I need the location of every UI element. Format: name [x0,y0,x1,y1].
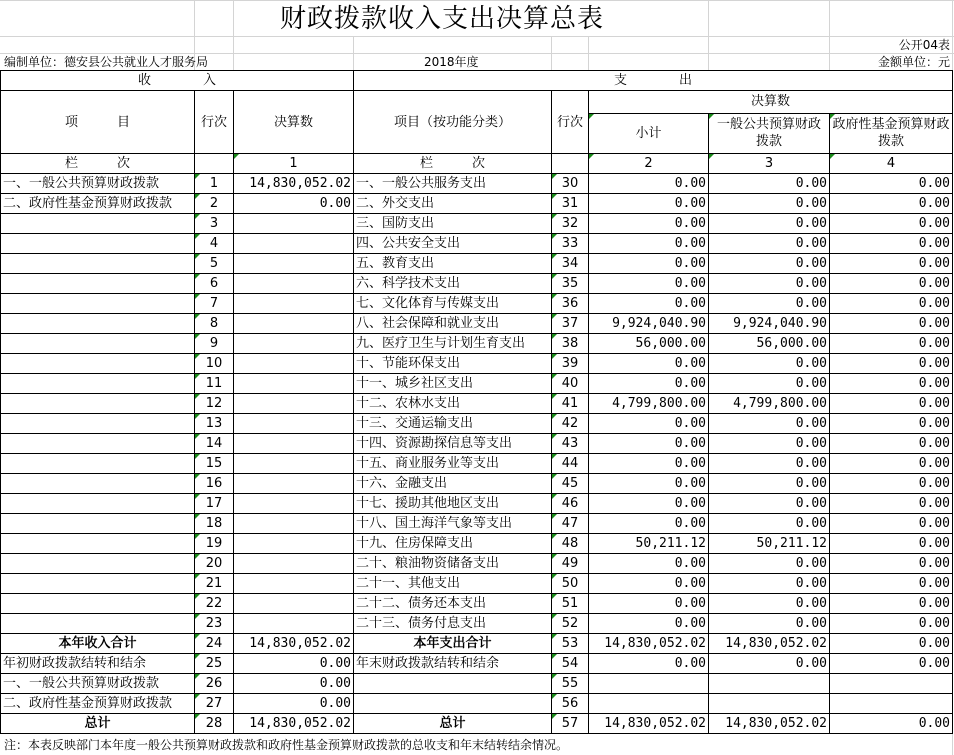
general-budget-cell[interactable] [709,674,830,694]
table-row [1,214,953,234]
expense-row-no-cell[interactable]: 30 [552,174,589,194]
gov-fund-cell[interactable]: 0.00 [830,354,953,374]
expense-item-cell[interactable]: 十二、农林水支出 [354,394,552,414]
col-number: 3 [709,154,830,174]
income-item-cell[interactable] [1,354,195,374]
table-row [1,274,953,294]
income-item-cell[interactable] [1,534,195,554]
table-row [1,714,953,734]
income-row-no-cell[interactable]: 13 [195,414,234,434]
subtotal-cell[interactable]: 9,924,040.90 [589,314,709,334]
subtotal-cell[interactable]: 0.00 [589,594,709,614]
gov-fund-cell[interactable]: 0.00 [830,554,953,574]
income-row-no-cell[interactable]: 4 [195,234,234,254]
expense-row-no-cell[interactable]: 44 [552,454,589,474]
header-expense-item: 项目（按功能分类） [354,91,552,154]
income-row-no-cell[interactable]: 15 [195,454,234,474]
income-item-cell[interactable] [1,554,195,574]
general-budget-cell[interactable]: 0.00 [709,234,830,254]
table-row [1,374,953,394]
header-final-amount-group: 决算数 [589,91,953,114]
income-row-no-cell[interactable]: 12 [195,394,234,414]
table-row [1,514,953,534]
expense-row-no-cell[interactable]: 48 [552,534,589,554]
income-item-cell[interactable]: 二、政府性基金预算财政拨款 [1,694,195,714]
table-row [1,254,953,274]
income-amount-cell[interactable] [234,434,354,454]
income-amount-cell[interactable]: 14,830,052.02 [234,634,354,654]
table-row [1,334,953,354]
subtotal-cell[interactable]: 4,799,800.00 [589,394,709,414]
income-row-no-cell[interactable]: 28 [195,714,234,734]
income-amount-cell[interactable] [234,214,354,234]
table-row [1,354,953,374]
column-header-row [1,91,953,114]
table-row [1,654,953,674]
footnote: 注：本表反映部门本年度一般公共预算财政拨款和政府性基金预算财政拨款的总收支和年末结转结余情况。 [4,738,569,752]
general-budget-cell[interactable]: 56,000.00 [709,334,830,354]
expense-row-no-cell[interactable]: 38 [552,334,589,354]
income-amount-cell[interactable] [234,294,354,314]
expense-row-no-cell[interactable]: 31 [552,194,589,214]
income-row-no-cell[interactable]: 25 [195,654,234,674]
income-item-cell[interactable] [1,594,195,614]
expense-item-cell[interactable]: 十五、商业服务业等支出 [354,454,552,474]
gridline [353,36,354,70]
income-item-cell[interactable] [1,254,195,274]
income-item-cell[interactable] [1,234,195,254]
table-row [1,294,953,314]
gov-fund-cell[interactable]: 0.00 [830,614,953,634]
gov-fund-cell[interactable]: 0.00 [830,454,953,474]
income-item-cell[interactable]: 一、一般公共预算财政拨款 [1,174,195,194]
income-item-cell[interactable]: 本年收入合计 [1,634,195,654]
income-row-no-cell[interactable]: 9 [195,334,234,354]
expense-row-no-cell[interactable]: 34 [552,254,589,274]
gov-fund-cell[interactable]: 0.00 [830,574,953,594]
expense-item-cell[interactable]: 四、公共安全支出 [354,234,552,254]
subtotal-cell[interactable]: 0.00 [589,454,709,474]
gov-fund-cell[interactable]: 0.00 [830,494,953,514]
col-number: 4 [830,154,953,174]
income-item-cell[interactable]: 一、一般公共预算财政拨款 [1,674,195,694]
general-budget-cell[interactable]: 0.00 [709,574,830,594]
expense-row-no-cell[interactable]: 43 [552,434,589,454]
gov-fund-cell[interactable]: 0.00 [830,434,953,454]
general-budget-cell[interactable]: 0.00 [709,214,830,234]
gov-fund-cell[interactable]: 0.00 [830,334,953,354]
income-amount-cell[interactable] [234,394,354,414]
expense-row-no-cell[interactable]: 35 [552,274,589,294]
gov-fund-cell[interactable]: 0.00 [830,474,953,494]
income-amount-cell[interactable] [234,594,354,614]
income-row-no-cell[interactable]: 20 [195,554,234,574]
income-row-no-cell[interactable]: 11 [195,374,234,394]
income-amount-cell[interactable]: 0.00 [234,694,354,714]
income-amount-cell[interactable] [234,474,354,494]
income-row-no-cell[interactable]: 8 [195,314,234,334]
subtotal-cell[interactable]: 0.00 [589,654,709,674]
subtotal-cell[interactable]: 0.00 [589,434,709,454]
gov-fund-cell[interactable]: 0.00 [830,174,953,194]
table-row [1,634,953,654]
header-item: 项 目 [1,91,195,154]
income-amount-cell[interactable] [234,314,354,334]
expense-row-no-cell[interactable]: 52 [552,614,589,634]
general-budget-cell[interactable]: 0.00 [709,494,830,514]
expense-row-no-cell[interactable]: 32 [552,214,589,234]
report-title: 财政拨款收入支出决算总表 [280,4,605,34]
expense-item-cell[interactable]: 二、外交支出 [354,194,552,214]
currency-unit: 金额单位：元 [877,55,950,69]
income-item-cell[interactable] [1,434,195,454]
income-row-no-cell[interactable]: 14 [195,434,234,454]
income-amount-cell[interactable] [234,414,354,434]
income-row-no-cell[interactable]: 26 [195,674,234,694]
expense-item-cell[interactable]: 一、一般公共服务支出 [354,174,552,194]
income-amount-cell[interactable]: 0.00 [234,674,354,694]
gov-fund-cell[interactable]: 0.00 [830,414,953,434]
gov-fund-cell[interactable]: 0.00 [830,234,953,254]
subtotal-cell[interactable]: 0.00 [589,614,709,634]
income-row-no-cell[interactable]: 21 [195,574,234,594]
column-label: 栏 次 [1,154,195,174]
header-final-amount: 决算数 [234,91,354,154]
subtotal-cell[interactable]: 0.00 [589,214,709,234]
expense-item-cell[interactable]: 六、科学技术支出 [354,274,552,294]
gov-fund-cell[interactable]: 0.00 [830,714,953,734]
blank-cell [552,154,589,174]
income-amount-cell[interactable] [234,454,354,474]
gov-fund-cell[interactable]: 0.00 [830,634,953,654]
general-budget-cell[interactable]: 0.00 [709,654,830,674]
expense-row-no-cell[interactable]: 42 [552,414,589,434]
header-subtotal: 小计 [589,113,709,153]
expense-item-cell[interactable]: 总计 [354,714,552,734]
table-row [1,414,953,434]
income-row-no-cell[interactable]: 10 [195,354,234,374]
table-row [1,614,953,634]
expense-row-no-cell[interactable]: 51 [552,594,589,614]
expense-row-no-cell[interactable]: 57 [552,714,589,734]
income-row-no-cell[interactable]: 23 [195,614,234,634]
subtotal-cell[interactable]: 0.00 [589,274,709,294]
income-amount-cell[interactable] [234,274,354,294]
column-label: 栏 次 [354,154,552,174]
income-item-cell[interactable] [1,314,195,334]
expense-row-no-cell[interactable]: 40 [552,374,589,394]
general-budget-cell[interactable]: 0.00 [709,194,830,214]
expense-item-cell[interactable]: 十三、交通运输支出 [354,414,552,434]
expense-row-no-cell[interactable]: 53 [552,634,589,654]
gov-fund-cell[interactable]: 0.00 [830,514,953,534]
table-row [1,234,953,254]
income-item-cell[interactable] [1,414,195,434]
expense-item-cell[interactable]: 十四、资源勘探信息等支出 [354,434,552,454]
income-item-cell[interactable] [1,214,195,234]
expense-item-cell[interactable]: 十、节能环保支出 [354,354,552,374]
gridline [0,36,954,37]
income-amount-cell[interactable]: 0.00 [234,654,354,674]
general-budget-cell[interactable]: 0.00 [709,294,830,314]
subtotal-cell[interactable]: 0.00 [589,494,709,514]
header-expense-row-no: 行次 [552,91,589,154]
income-amount-cell[interactable] [234,514,354,534]
expense-item-cell[interactable]: 年末财政拨款结转和结余 [354,654,552,674]
expense-item-cell[interactable]: 二十、粮油物资储备支出 [354,554,552,574]
expense-item-cell[interactable]: 二十一、其他支出 [354,574,552,594]
gov-fund-cell[interactable]: 0.00 [830,314,953,334]
income-amount-cell[interactable] [234,574,354,594]
expense-row-no-cell[interactable]: 39 [552,354,589,374]
expense-item-cell[interactable]: 十九、住房保障支出 [354,534,552,554]
income-amount-cell[interactable] [234,354,354,374]
general-budget-cell[interactable]: 0.00 [709,274,830,294]
gridline [588,36,589,70]
subtotal-cell[interactable]: 56,000.00 [589,334,709,354]
gov-fund-cell[interactable]: 0.00 [830,594,953,614]
gov-fund-cell[interactable]: 0.00 [830,194,953,214]
income-item-cell[interactable] [1,494,195,514]
table-row [1,534,953,554]
subtotal-cell[interactable] [589,694,709,714]
subtotal-cell[interactable]: 0.00 [589,354,709,374]
expense-item-cell[interactable]: 八、社会保障和就业支出 [354,314,552,334]
subtotal-cell[interactable]: 0.00 [589,574,709,594]
table-row [1,494,953,514]
subtotal-cell[interactable]: 0.00 [589,254,709,274]
general-budget-cell[interactable] [709,694,830,714]
expense-row-no-cell[interactable]: 55 [552,674,589,694]
table-row [1,694,953,714]
income-amount-cell[interactable] [234,614,354,634]
general-budget-cell[interactable]: 0.00 [709,514,830,534]
expense-item-cell[interactable]: 十一、城乡社区支出 [354,374,552,394]
income-amount-cell[interactable] [234,554,354,574]
general-budget-cell[interactable]: 14,830,052.02 [709,714,830,734]
expense-row-no-cell[interactable]: 36 [552,294,589,314]
expense-item-cell[interactable]: 九、医疗卫生与计划生育支出 [354,334,552,354]
subtotal-cell[interactable]: 0.00 [589,234,709,254]
income-row-no-cell[interactable]: 16 [195,474,234,494]
expense-item-cell[interactable]: 十七、援助其他地区支出 [354,494,552,514]
column-number-row [1,154,953,174]
expense-row-no-cell[interactable]: 50 [552,574,589,594]
gov-fund-cell[interactable]: 0.00 [830,374,953,394]
subtotal-cell[interactable]: 50,211.12 [589,534,709,554]
subtotal-cell[interactable]: 0.00 [589,294,709,314]
income-amount-cell[interactable] [234,234,354,254]
income-amount-cell[interactable] [234,254,354,274]
gov-fund-cell[interactable]: 0.00 [830,394,953,414]
gov-fund-cell[interactable]: 0.00 [830,534,953,554]
income-item-cell[interactable] [1,274,195,294]
subtotal-cell[interactable]: 0.00 [589,474,709,494]
income-item-cell[interactable] [1,394,195,414]
subtotal-cell[interactable]: 14,830,052.02 [589,714,709,734]
gov-fund-cell[interactable]: 0.00 [830,294,953,314]
general-budget-cell[interactable]: 0.00 [709,614,830,634]
header-row-no: 行次 [195,91,234,154]
table-row [1,574,953,594]
general-budget-cell[interactable]: 4,799,800.00 [709,394,830,414]
income-amount-cell[interactable] [234,334,354,354]
subtotal-cell[interactable]: 0.00 [589,514,709,534]
table-row [1,474,953,494]
gov-fund-cell[interactable] [830,694,953,714]
income-item-cell[interactable]: 二、政府性基金预算财政拨款 [1,194,195,214]
general-budget-cell[interactable]: 14,830,052.02 [709,634,830,654]
fiscal-year: 2018年度 [424,55,479,69]
gov-fund-cell[interactable]: 0.00 [830,214,953,234]
table-row [1,674,953,694]
expense-item-cell[interactable]: 十八、国土海洋气象等支出 [354,514,552,534]
expense-row-no-cell[interactable]: 47 [552,514,589,534]
income-row-no-cell[interactable]: 6 [195,274,234,294]
income-section-header: 收 入 [1,71,354,91]
expense-item-cell[interactable] [354,694,552,714]
income-row-no-cell[interactable]: 1 [195,174,234,194]
income-row-no-cell[interactable]: 27 [195,694,234,714]
col-number: 1 [234,154,354,174]
subtotal-cell[interactable]: 0.00 [589,554,709,574]
general-budget-cell[interactable]: 0.00 [709,474,830,494]
income-row-no-cell[interactable]: 19 [195,534,234,554]
header-gov-fund: 政府性基金预算财政拨款 [830,113,953,153]
income-row-no-cell[interactable]: 3 [195,214,234,234]
expense-row-no-cell[interactable]: 49 [552,554,589,574]
expense-item-cell[interactable]: 二十二、债务还本支出 [354,594,552,614]
expense-row-no-cell[interactable]: 41 [552,394,589,414]
gridline [551,36,552,70]
gridline [0,0,954,1]
general-budget-cell[interactable]: 0.00 [709,434,830,454]
expense-item-cell[interactable]: 七、文化体育与传媒支出 [354,294,552,314]
income-item-cell[interactable] [1,574,195,594]
income-amount-cell[interactable] [234,494,354,514]
expense-section-header: 支 出 [354,71,953,91]
subtotal-cell[interactable]: 0.00 [589,414,709,434]
general-budget-cell[interactable]: 0.00 [709,174,830,194]
table-row [1,174,953,194]
income-row-no-cell[interactable]: 7 [195,294,234,314]
subtotal-cell[interactable]: 14,830,052.02 [589,634,709,654]
expense-row-no-cell[interactable]: 45 [552,474,589,494]
blank-cell [195,154,234,174]
income-amount-cell[interactable] [234,534,354,554]
expense-row-no-cell[interactable]: 33 [552,234,589,254]
form-code: 公开04表 [898,38,950,52]
gov-fund-cell[interactable]: 0.00 [830,274,953,294]
expense-item-cell[interactable]: 三、国防支出 [354,214,552,234]
income-row-no-cell[interactable]: 17 [195,494,234,514]
general-budget-cell[interactable]: 0.00 [709,594,830,614]
table-row [1,594,953,614]
income-item-cell[interactable] [1,294,195,314]
expense-item-cell[interactable]: 十六、金融支出 [354,474,552,494]
income-amount-cell[interactable]: 14,830,052.02 [234,714,354,734]
subtotal-cell[interactable]: 0.00 [589,194,709,214]
general-budget-cell[interactable]: 0.00 [709,374,830,394]
col-number: 2 [589,154,709,174]
general-budget-cell[interactable]: 9,924,040.90 [709,314,830,334]
income-row-no-cell[interactable]: 22 [195,594,234,614]
table-row [1,394,953,414]
general-budget-cell[interactable]: 0.00 [709,354,830,374]
income-amount-cell[interactable]: 14,830,052.02 [234,174,354,194]
income-item-cell[interactable] [1,374,195,394]
subtotal-cell[interactable] [589,674,709,694]
income-row-no-cell[interactable]: 5 [195,254,234,274]
expense-item-cell[interactable]: 二十三、债务付息支出 [354,614,552,634]
expense-item-cell[interactable]: 五、教育支出 [354,254,552,274]
expense-item-cell[interactable] [354,674,552,694]
income-amount-cell[interactable]: 0.00 [234,194,354,214]
expense-row-no-cell[interactable]: 54 [552,654,589,674]
income-row-no-cell[interactable]: 2 [195,194,234,214]
general-budget-cell[interactable]: 0.00 [709,254,830,274]
income-item-cell[interactable] [1,614,195,634]
gov-fund-cell[interactable]: 0.00 [830,254,953,274]
budget-table [0,70,953,734]
table-row [1,454,953,474]
compiling-unit: 编制单位：德安县公共就业人才服务局 [4,55,209,69]
expense-item-cell[interactable]: 本年支出合计 [354,634,552,654]
general-budget-cell[interactable]: 0.00 [709,554,830,574]
subtotal-cell[interactable]: 0.00 [589,174,709,194]
income-row-no-cell[interactable]: 24 [195,634,234,654]
header-general-budget: 一般公共预算财政拨款 [709,113,830,153]
gridline [829,0,830,70]
income-item-cell[interactable] [1,334,195,354]
income-item-cell[interactable]: 总计 [1,714,195,734]
income-amount-cell[interactable] [234,374,354,394]
expense-row-no-cell[interactable]: 37 [552,314,589,334]
table-row [1,314,953,334]
table-row [1,434,953,454]
gov-fund-cell[interactable]: 0.00 [830,654,953,674]
general-budget-cell[interactable]: 0.00 [709,414,830,434]
gov-fund-cell[interactable] [830,674,953,694]
table-row [1,194,953,214]
income-item-cell[interactable] [1,474,195,494]
income-row-no-cell[interactable]: 18 [195,514,234,534]
table-row [1,554,953,574]
income-item-cell[interactable] [1,454,195,474]
income-item-cell[interactable] [1,514,195,534]
expense-row-no-cell[interactable]: 46 [552,494,589,514]
expense-row-no-cell[interactable]: 56 [552,694,589,714]
subtotal-cell[interactable]: 0.00 [589,374,709,394]
general-budget-cell[interactable]: 50,211.12 [709,534,830,554]
income-item-cell[interactable]: 年初财政拨款结转和结余 [1,654,195,674]
section-header-row [1,71,953,91]
general-budget-cell[interactable]: 0.00 [709,454,830,474]
